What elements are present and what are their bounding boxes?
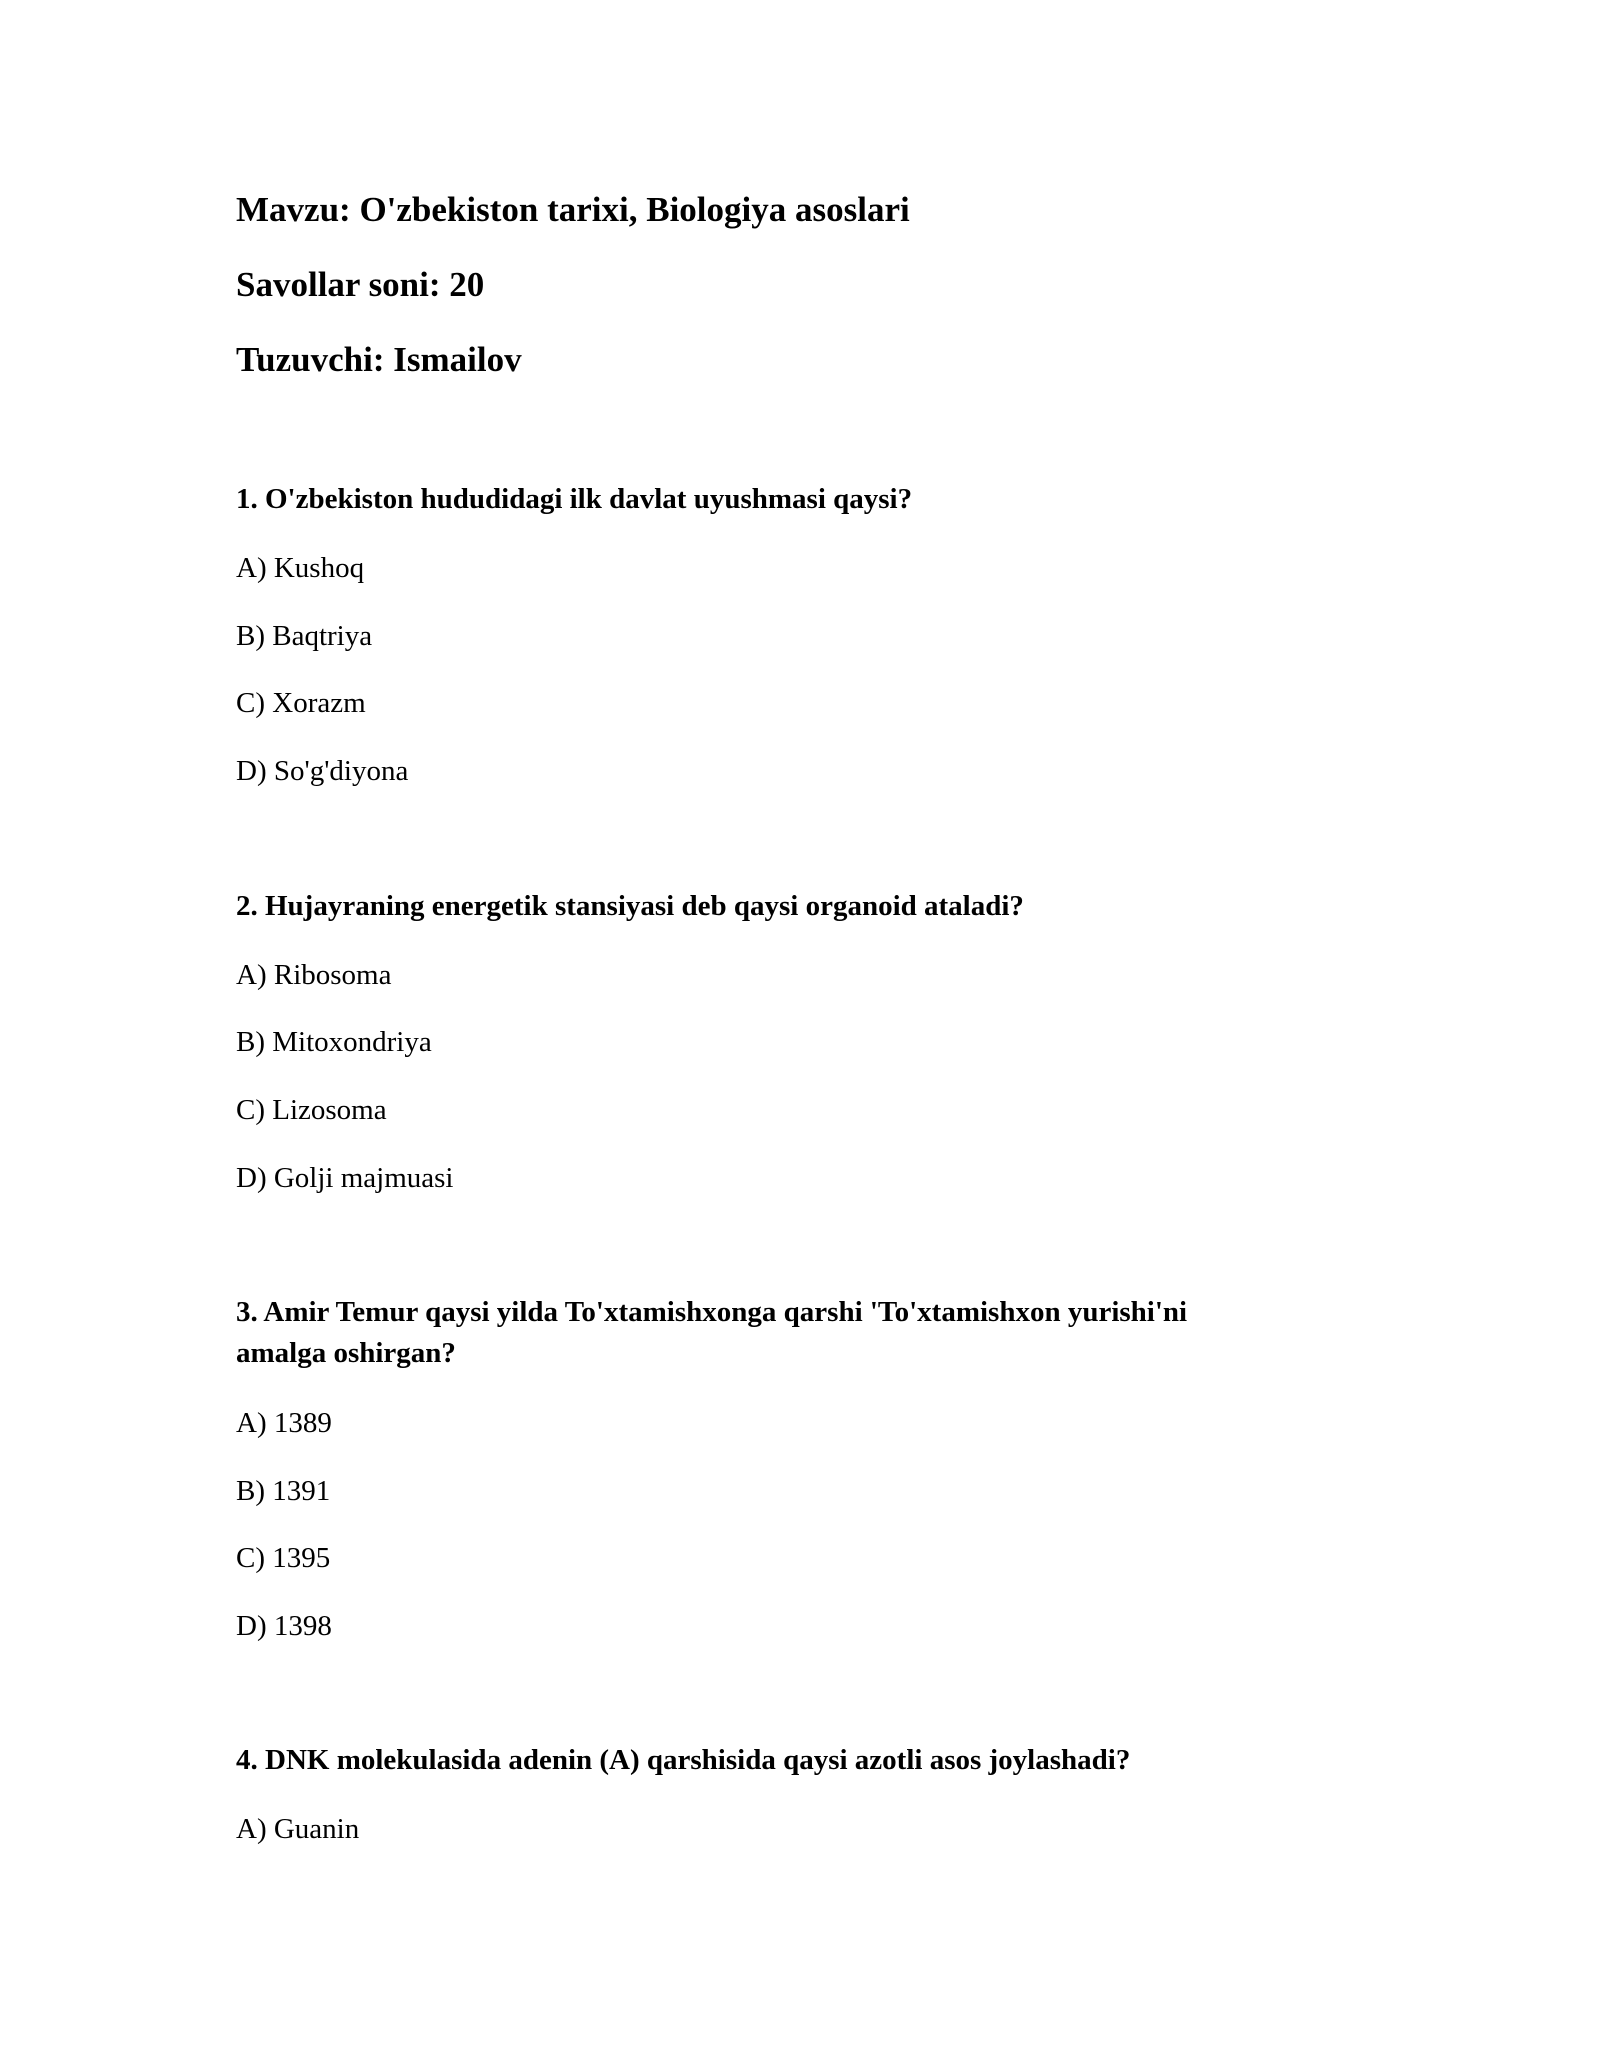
question-3-line-2: amalga oshirgan? bbox=[236, 1337, 456, 1369]
question-4-option-a: A) Guanin bbox=[236, 1813, 360, 1845]
question-1-option-b: B) Baqtriya bbox=[236, 620, 373, 652]
question-3-option-c: C) 1395 bbox=[236, 1542, 331, 1574]
question-3 bbox=[236, 1292, 1366, 1374]
question-1-option-c: C) Xorazm bbox=[236, 687, 366, 719]
topic-heading: Mavzu: O'zbekiston tarixi, Biologiya asoslari bbox=[236, 190, 910, 229]
question-1-option-d: D) So'g'diyona bbox=[236, 755, 409, 787]
question-3-option-b: B) 1391 bbox=[236, 1475, 331, 1507]
question-2-option-b: B) Mitoxondriya bbox=[236, 1026, 432, 1058]
question-3-option-a: A) 1389 bbox=[236, 1407, 332, 1439]
question-4: 4. DNK molekulasida adenin (A) qarshisida qaysi azotli asos joylashadi? bbox=[236, 1744, 1131, 1776]
question-2-option-c: C) Lizosoma bbox=[236, 1094, 387, 1126]
question-3-line-1: 3. Amir Temur qaysi yilda To'xtamishxonga qarshi 'To'xtamishxon yurishi'ni bbox=[236, 1296, 1188, 1328]
question-2-option-d: D) Golji majmuasi bbox=[236, 1162, 454, 1194]
author-heading: Tuzuvchi: Ismailov bbox=[236, 340, 522, 379]
question-count-heading: Savollar soni: 20 bbox=[236, 265, 485, 304]
question-1: 1. O'zbekiston hududidagi ilk davlat uyushmasi qaysi? bbox=[236, 483, 913, 515]
question-2: 2. Hujayraning energetik stansiyasi deb qaysi organoid ataladi? bbox=[236, 890, 1024, 922]
question-2-option-a: A) Ribosoma bbox=[236, 959, 392, 991]
question-1-option-a: A) Kushoq bbox=[236, 552, 365, 584]
question-3-option-d: D) 1398 bbox=[236, 1610, 332, 1642]
